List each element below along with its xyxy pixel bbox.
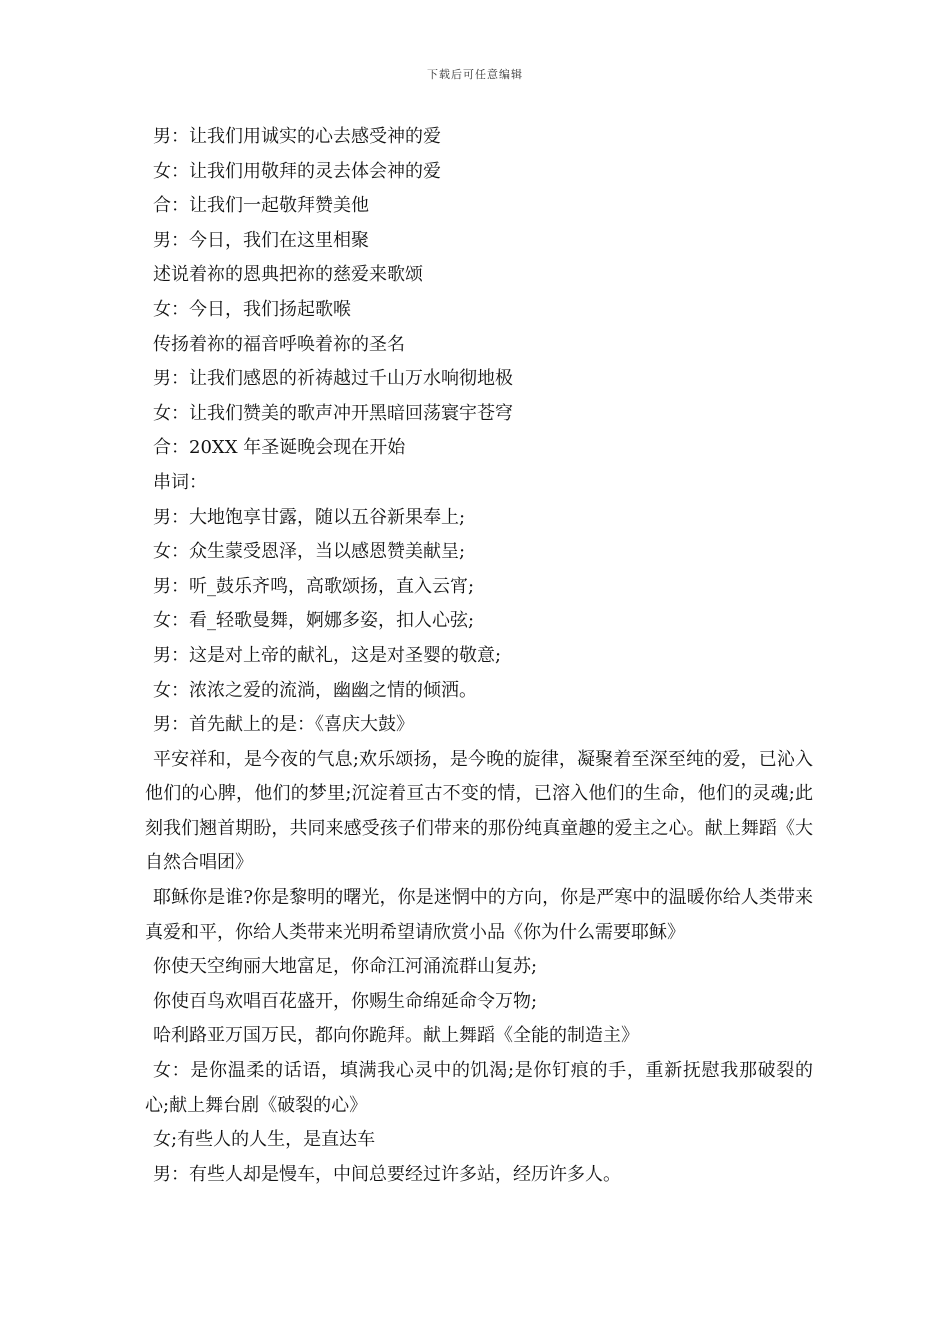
text-line: 女：浓浓之爱的流淌，幽幽之情的倾洒。: [153, 679, 477, 701]
text-line: 串词：: [153, 471, 207, 493]
text-line: 男：有些人却是慢车，中间总要经过许多站，经历许多人。: [153, 1163, 621, 1185]
text-line: 述说着祢的恩典把祢的慈爱来歌颂: [153, 264, 423, 286]
text-line: 女：让我们赞美的歌声冲开黑暗回荡寰宇苍穹: [153, 402, 513, 424]
text-line: 女：看_轻歌曼舞，婀娜多姿，扣人心弦;: [153, 610, 475, 632]
text-line: 合：让我们一起敬拜赞美他: [153, 195, 369, 217]
text-line: 男：听_鼓乐齐鸣，高歌颂扬，直入云宵;: [153, 575, 475, 597]
text-line: 男：今日，我们在这里相聚: [153, 229, 369, 251]
text-line: 合：20XX 年圣诞晚会现在开始: [153, 437, 406, 459]
text-line: 传扬着祢的福音呼唤着祢的圣名: [153, 333, 405, 355]
paragraph: 平安祥和，是今夜的气息;欢乐颂扬，是今晚的旋律，凝聚着至深至纯的爱，已沁入他们的心脾，他们的梦里;沉淀着亘古不变的情，已溶入他们的生命，他们的灵魂;此刻我们翘首期盼，共同来感受孩子们带来的那份纯真童趣的爱主之心。献上舞蹈《大自然合唱团》: [145, 748, 813, 874]
text-line: 你使天空绚丽大地富足，你命江河涌流群山复苏;: [153, 956, 538, 978]
document-body: [145, 120, 813, 1192]
text-line: 男：大地饱享甘露，随以五谷新果奉上;: [153, 506, 466, 528]
text-line: 女：今日，我们扬起歌喉: [153, 298, 351, 320]
paragraph: 耶稣你是谁?你是黎明的曙光，你是迷惘中的方向，你是严寒中的温暖你给人类带来真爱和平，你给人类带来光明希望请欣赏小品《你为什么需要耶稣》: [145, 887, 813, 943]
paragraph: 女：是你温柔的话语，填满我心灵中的饥渴;是你钉痕的手，重新抚慰我那破裂的心;献上舞台剧《破裂的心》: [145, 1060, 813, 1116]
text-line: 男：让我们用诚实的心去感受神的爱: [153, 126, 441, 147]
text-line: 男：首先献上的是：《喜庆大鼓》: [153, 714, 414, 736]
text-line: 哈利路亚万国万民，都向你跪拜。献上舞蹈《全能的制造主》: [153, 1025, 639, 1047]
text-line: 女;有些人的人生，是直达车: [153, 1129, 376, 1151]
text-line: 男：让我们感恩的祈祷越过千山万水响彻地极: [153, 368, 513, 390]
text-line: 你使百鸟欢唱百花盛开，你赐生命绵延命令万物;: [153, 990, 538, 1012]
header-note: 下载后可任意编辑: [427, 68, 523, 81]
text-line: 男：这是对上帝的献礼，这是对圣婴的敬意;: [153, 644, 502, 666]
text-line: 女：众生蒙受恩泽，当以感恩赞美献呈;: [153, 541, 466, 563]
text-line: 女：让我们用敬拜的灵去体会神的爱: [153, 160, 441, 182]
